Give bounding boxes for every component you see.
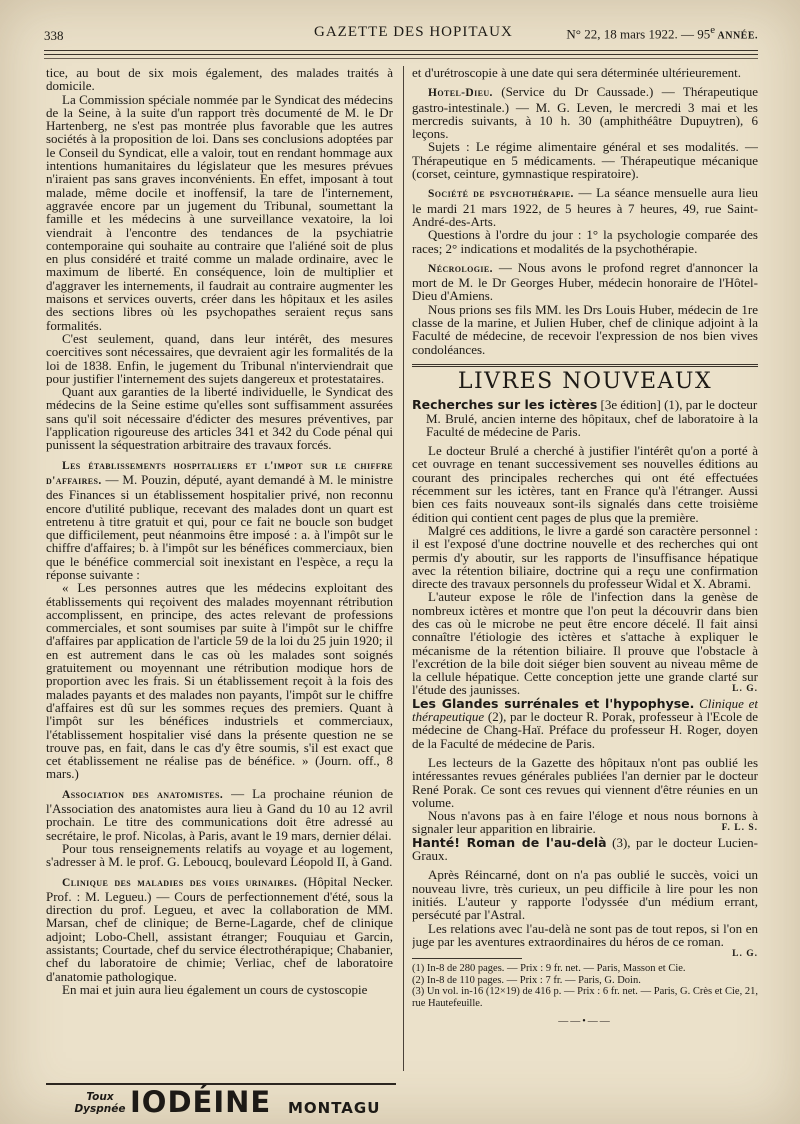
paragraph: Malgré ces additions, le livre a gardé son caractère personnel : il est l'exposé d'une doctrine nouvelle et des recherches qui ont permis d'y aboutir, sur les rapports de l'insuffisance hépatique avec la rétention biliaire, doctrine qui a reçu une confirmation directe des travaux personnels du professeur Widal et X. Abrami.: [412, 522, 758, 592]
paragraph: et d'urétroscopie à une date qui sera déterminée ultérieurement.: [412, 66, 741, 80]
paragraph: [412, 920, 758, 960]
book-review-ictere: [412, 398, 758, 411]
book-details: [3e édition] (1), par le docteur: [597, 397, 758, 413]
news-item-hotel-dieu: [412, 85, 758, 140]
news-body: — La séance mensuelle aura lieu le mardi 21 mars 1922, de 5 heures à 7 heures, 49, rue Saint-André-des-Arts.: [412, 185, 758, 229]
news-heading: Hotel-Dieu.: [428, 87, 493, 100]
paragraph: Les lecteurs de la Gazette des hôpitaux n'ont pas oublié les intéressantes revues générales publiées l'an dernier par le docteur René Porak. Ce sont ces revues qui viennent d'être réunies en un volume.: [412, 754, 758, 810]
footnote: (3) Un vol. in-16 (12×19) de 416 p. — Prix : 6 fr. net. — Paris, G. Crès et Cie, 21, rue Hautefeuille.: [412, 986, 758, 1009]
news-heading: Nécrologie.: [428, 262, 493, 275]
book-details: (2), par le docteur R. Porak, professeur à l'Ecole de médecine de Chang-Haï. Préface du professeur H. Roger, doyen de la Faculté de médecine de Paris.: [412, 709, 758, 751]
paragraph: [412, 809, 758, 836]
news-body: (Service du Dr Caussade.) — Thérapeutique gastro-intestinale.) — M. G. Leven, le mercredi 3 mai et les mercredis suivants, à 10 h. 30 (amphithéâtre Dupuytren), 6 leçons.: [412, 84, 758, 142]
book-review-hante: [412, 836, 758, 863]
paragraph: Le docteur Brulé a cherché à justifier l'intérêt qu'on a porté à cet ouvrage en tenant successivement ses nouvelles éditions au courant des principales recherches qui ont été effectuées récemment sur les ictères, tant en France qu'à l'étranger. Aussi bien ces faits nouveaux sont-ils signalés dans cette troisième édition qui contient cent pages de plus que la première.: [412, 443, 758, 525]
news-item-impot: [46, 458, 393, 582]
ad-tagline-line: Dyspnée: [74, 1103, 126, 1115]
paragraph: Pour tous renseignements relatifs au voyage et au logement, s'adresser à M. le prof. G. Leboucq, boulevard Léopold II, à Gand.: [46, 840, 393, 870]
issue-date: N° 22, 18 mars 1922. — 95: [566, 26, 711, 42]
paragraph-text: Nous n'avons pas à en faire l'éloge et nous nous bornons à signaler leur apparition en librairie.: [412, 808, 758, 837]
news-heading: Clinique des maladies des voies urinaires.: [62, 876, 298, 889]
column-divider: [403, 66, 404, 1071]
paragraph: [412, 590, 758, 696]
paragraph: En mai et juin aura lieu également un cours de cystoscopie: [62, 981, 368, 997]
footnote-rule: [412, 958, 522, 959]
news-body: — Nous avons le profond regret d'annoncer la mort de M. le Dr Georges Huber, médecin honoraire de l'Hôtel-Dieu d'Amiens.: [412, 259, 758, 304]
paragraph: La Commission spéciale nommée par le Syndicat des médecins de la Seine, à la suite d'un rapport très documenté de M. le Dr Hartenberg, ne s'est pas montrée plus favorable que les autres sociétés à la proposition de loi. Dans ses conclusions adoptées par le Conseil du Syndicat, elle a valoir, tout en rendant hommage aux intentions humanitaires du législateur que les mesures prévues n'iraient pas sans graves inconvénients. En effet, imposant à tout malade, même docile et inoffensif, la tare de l'internement, aggravée encore par un jugement du Tribunal, soumettant la famille et les médecins à une surveillance vexatoire, la loi viendrait à l'encontre des tendances de la psychiatrie contemporaine qui souhaite au contraire que l'aliéné soit de plus en plus considéré et traité comme un malade ordinaire, avec le maximum de liberté. En conséquence, loin de multiplier et d'aggraver les internements, il faudrait au contraire augmenter les maisons et services ouverts, créer dans les hôpitaux et les asiles des sections libres où les psychopathes seraient reçus sans formalités.: [46, 91, 393, 333]
book-title: Recherches sur les ictères: [412, 397, 598, 413]
end-ornament: ——•——: [558, 1016, 612, 1028]
issue-sup: e: [710, 24, 716, 36]
advertisement: [46, 1083, 396, 1123]
book-title: Hanté! Roman de l'au-delà: [412, 834, 607, 850]
footnote: (1) In-8 de 280 pages. — Prix : 9 fr. net. — Paris, Masson et Cie.: [412, 963, 686, 975]
review-signature: L. G.: [732, 949, 758, 960]
book-details: (3), par le docteur Lucien-Graux.: [412, 834, 758, 864]
page-number: 338: [44, 28, 64, 43]
header-rule-thin: [44, 58, 758, 59]
news-item-psychotherapie: [412, 186, 758, 228]
paragraph: Quant aux garanties de la liberté individuelle, le Syndicat des médecins de la Seine estime qu'elles sont suffisamment assurées sans qu'il soit nécessaire d'édicter des mesures préventives, par l'application rigoureuse des articles 341 et 342 du Code pénal qui punissent la séquestration arbitraire des travaux forcés.: [46, 384, 393, 453]
review-signature: L. G.: [732, 684, 758, 695]
paragraph: Après Réincarné, dont on n'a pas oublié le succès, voici un nouveau livre, très curieux, un peu difficile à lire pour les non initiés. L'auteur y rapporte l'odyssée d'un médium errant, persécuté par l'Astral.: [412, 867, 758, 923]
paragraph: Nous prions ses fils MM. les Drs Louis Huber, médecin de 1re classe de la marine, et Julien Huber, chef de clinique adjoint à la Faculté de médecine, de recevoir l'expression de nos bien vives condoléances.: [412, 301, 758, 357]
journal-title: GAZETTE DES HOPITAUX: [314, 24, 513, 40]
book-subtitle: Clinique et thérapeutique: [412, 695, 758, 725]
section-divider: [412, 364, 758, 367]
paragraph: Sujets : Le régime alimentaire général et ses modalités. — Thérapeutique en 5 médicaments. — Thérapeutique mécanique (corset, ceinture, gymnastique respiratoire).: [412, 139, 758, 182]
issue-year-label: ANNÉE.: [715, 30, 758, 42]
news-heading: Association des anatomistes.: [62, 788, 224, 801]
news-heading: Société de psychothérapie.: [428, 188, 574, 201]
news-body: — La prochaine réunion de l'Association des anatomistes aura lieu à Gand du 10 au 12 avril prochain. Le titre des communications doit être adressé au secrétaire, le prof. Nicolas, à Paris, avant le 19 mars, dernier délai.: [46, 785, 393, 843]
ad-brand-name: IODÉINE: [130, 1085, 272, 1119]
news-body: — M. Pouzin, député, ayant demandé à M. le ministre des Finances si un établissement hospitalier privé, non reconnu encore d'utilité publique, recevant des malades dont un quart est entretenu à titre gratuit et qui, pour ce fait ne boucle son budget que difficilement, peut néanmoins être imposé : a. à l'impôt sur le chiffre d'affaires; b. à l'impôt sur les bénéfices commerciaux, bien que le bénéfice commercial soit inexistant en l'espèce, a reçu la réponse suivante :: [46, 471, 393, 582]
right-column: [412, 66, 758, 1076]
news-item-clinique: [46, 875, 393, 983]
news-item-necrologie: [412, 261, 758, 303]
paragraph: C'est seulement, quand, dans leur intérêt, des mesures coercitives sont nécessaires, que devraient agir les formalités de la loi de 1838. Enfin, le jugement du Tribunal n'interviendrait que pour justifier l'internement des sujets dangereux et protestataires.: [46, 330, 393, 386]
footnotes: [412, 963, 758, 1009]
paragraph: tice, au bout de six mois également, des malades traités à domicile.: [46, 66, 393, 94]
footnote: (2) In-8 de 110 pages. — Prix : 7 fr. — Paris, G. Doin.: [412, 974, 641, 986]
header-rule: [44, 50, 758, 55]
ad-tagline: [70, 1091, 130, 1115]
paragraph: Questions à l'ordre du jour : 1° la psychologie comparée des races; 2° indications et modalités de la psychothérapie.: [412, 227, 758, 256]
paragraph-text: L'auteur expose le rôle de l'infection dans la genèse de nombreux ictères et montre que l'on peut la découvrir dans bien des cas où le microbe ne peut être encore décelé. Il fait ainsi connaître l'étiologie des ictères et s'attache à expliquer le mécanisme de la rétention biliaire. Il prouve que l'obstacle à l'excrétion de la bile doit siéger bien souvent au niveau même de la cellule hépatique. Cette conception jette une grande clarté sur l'étude des jaunisses.: [412, 589, 758, 698]
review-signature: F. L. S.: [721, 823, 758, 834]
issue-info: [566, 24, 758, 42]
news-item-anatomistes: [46, 787, 393, 842]
section-title-livres-nouveaux: LIVRES NOUVEAUX: [457, 368, 713, 394]
paragraph-text: Les relations avec l'au-delà ne sont pas de tout repos, si l'on en juge par les aventures extraordinaires du héros de ce roman.: [412, 920, 758, 949]
quotation: « Les personnes autres que les médecins exploitant des établissements qui reçoivent des malades moyennant rétribution accomplissent, en principe, des actes relevant de professions commerciales, et sont soumises par suite à l'impôt sur le chiffre d'affaires par application de l'article 59 de la loi du 25 juin 1920; il en est autrement dans le cas où les malades sont soignés gratuitement ou moyennant une rétribution modique hors de proportion avec les frais. Si un établissement reçoit à la fois des malades payants et des malades non payants, l'impôt sur le chiffre d'affaires est dû sur les sommes reçues des premiers. Quant à l'impôt sur les bénéfices industriels et commerciaux, l'établissement hospitalier visé dans la présente question ne se trouve pas, en fait, dans le cas d'y être soumis, s'il est exact que cet établissement ne réalise pas de bénéfice. » (Journ. off., 8 mars.): [46, 580, 393, 782]
book-title: Les Glandes surrénales et l'hypophyse.: [412, 695, 695, 711]
left-column: [46, 66, 393, 1076]
book-author: M. Brulé, ancien interne des hôpitaux, chef de laboratoire à la Faculté de médecine de Paris.: [426, 410, 758, 439]
news-body: (Hôpital Necker. Prof. : M. Legueu.) — Cours de perfectionnement d'été, sous la direction du prof. Legueu, et avec la collaboration de MM. Marsan, chef de clinique; de Berne-Lagarde, chef de clinique adjoint; Lobo-Chell, assistant étranger; Fouquiau et Garcin, assistants; Courtade, chef du service électrothérapique; Chabanier, chef du laboratoire de chimie; Verliac, chef de laboratoire d'anatomie pathologique.: [46, 873, 393, 984]
ad-brand-maker: MONTAGU: [288, 1099, 381, 1117]
news-heading: Les établissements hospitaliers et l'impot sur le chiffre d'affaires.: [46, 459, 393, 487]
book-review-glandes: [412, 697, 758, 750]
ad-tagline-line: Toux: [86, 1091, 114, 1103]
page-header: [44, 22, 758, 46]
